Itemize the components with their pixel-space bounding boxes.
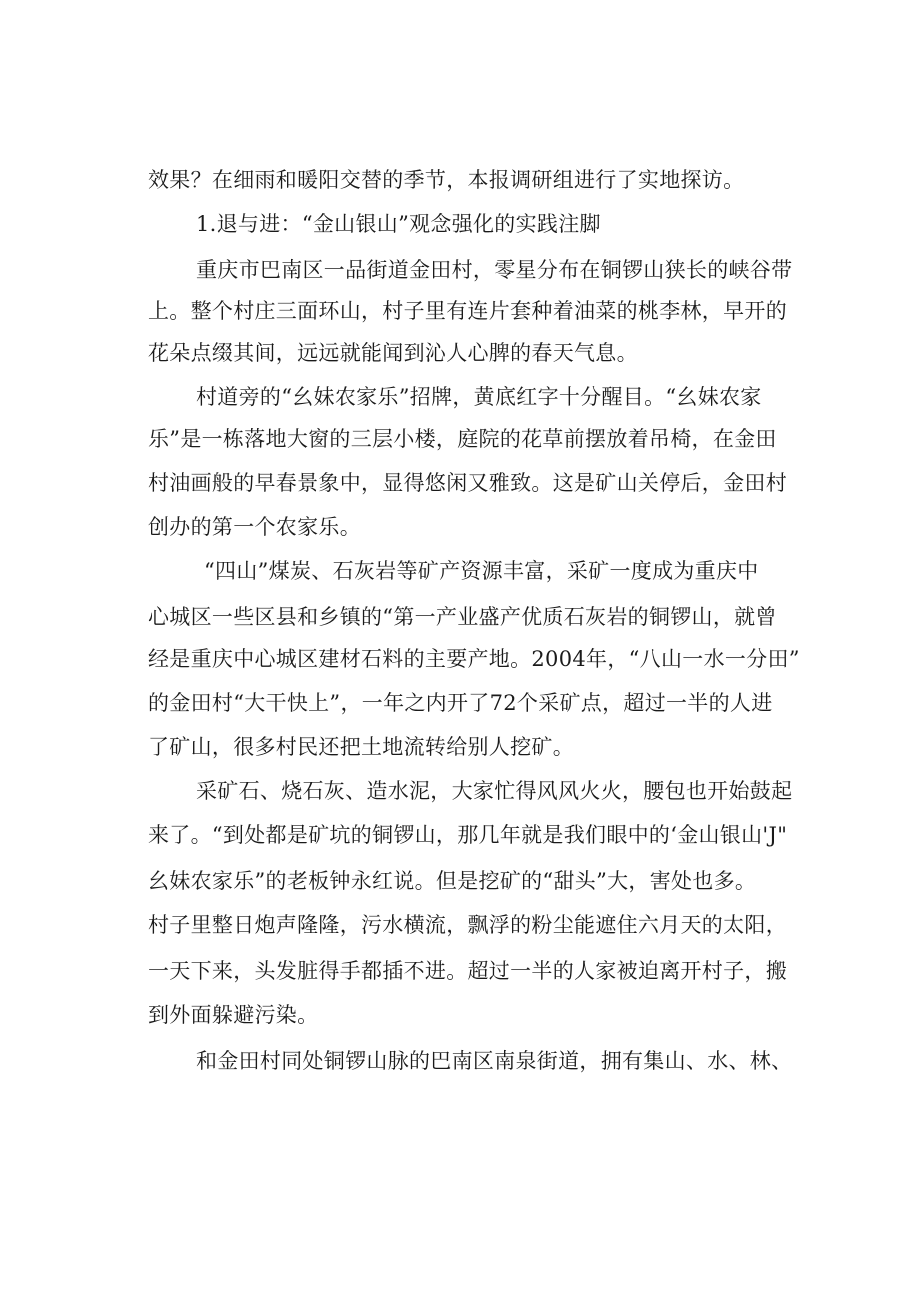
text-line-21: 和金田村同处铜锣山脉的巴南区南泉街道，拥有集山、水、林、 (196, 1049, 793, 1073)
text-line-20: 到外面躲避污染。 (148, 1003, 319, 1027)
text-line-7: 乐”是一栋落地大窗的三层小楼，庭院的花草前摆放着吊椅，在金田 (148, 427, 777, 451)
text-line-18: 村子里整日炮声隆隆，污水横流，飘浮的粉尘能遮住六月天的太阳， (148, 913, 787, 937)
section-heading: 1.退与进：“金山银山”观念强化的实践注脚 (196, 212, 601, 236)
text-line-8: 村油画般的早春景象中，显得悠闲又雅致。这是矿山关停后，金田村 (148, 471, 787, 495)
text-line-6: 村道旁的“幺妹农家乐”招牌，黄底红字十分醒目。“幺妹农家 (196, 385, 762, 409)
text-line-14: 了矿山，很多村民还把土地流转给别人挖矿。 (148, 735, 574, 759)
text-line-4: 上。整个村庄三面环山，村子里有连片套种着油菜的桃李林，早开的 (148, 299, 787, 323)
text-line-5: 花朵点缀其间，远远就能闻到沁人心脾的春天气息。 (148, 341, 638, 365)
text-line-10: “四山”煤炭、石灰岩等矿产资源丰富，采矿一度成为重庆中 (204, 559, 759, 583)
text-line-1: 效果？在细雨和暖阳交替的季节，本报调研组进行了实地探访。 (148, 168, 745, 192)
text-line-13: 的金田村“大干快上”，一年之内开了72个采矿点，超过一半的人进 (148, 691, 773, 715)
text-line-11: 心城区一些区县和乡镇的“第一产业盛产优质石灰岩的铜锣山，就曾 (148, 605, 777, 629)
text-line-12: 经是重庆中心城区建材石料的主要产地。2004年，“八山一水一分田” (148, 647, 800, 671)
text-line-3: 重庆市巴南区一品街道金田村，零星分布在铜锣山狭长的峡谷带 (196, 258, 793, 282)
text-line-15: 采矿石、烧石灰、造水泥，大家忙得风风火火，腰包也开始鼓起 (196, 779, 793, 803)
text-line-9: 创办的第一个农家乐。 (148, 515, 361, 539)
text-line-19: 一天下来，头发脏得手都插不进。超过一半的人家被迫离开村子，搬 (148, 959, 787, 983)
text-line-16: 来了。“到处都是矿坑的铜锣山，那几年就是我们眼中的‘金山银山'J" (148, 823, 788, 847)
text-line-17: 幺妹农家乐”的老板钟永红说。但是挖矿的“甜头”大，害处也多。 (148, 869, 757, 893)
